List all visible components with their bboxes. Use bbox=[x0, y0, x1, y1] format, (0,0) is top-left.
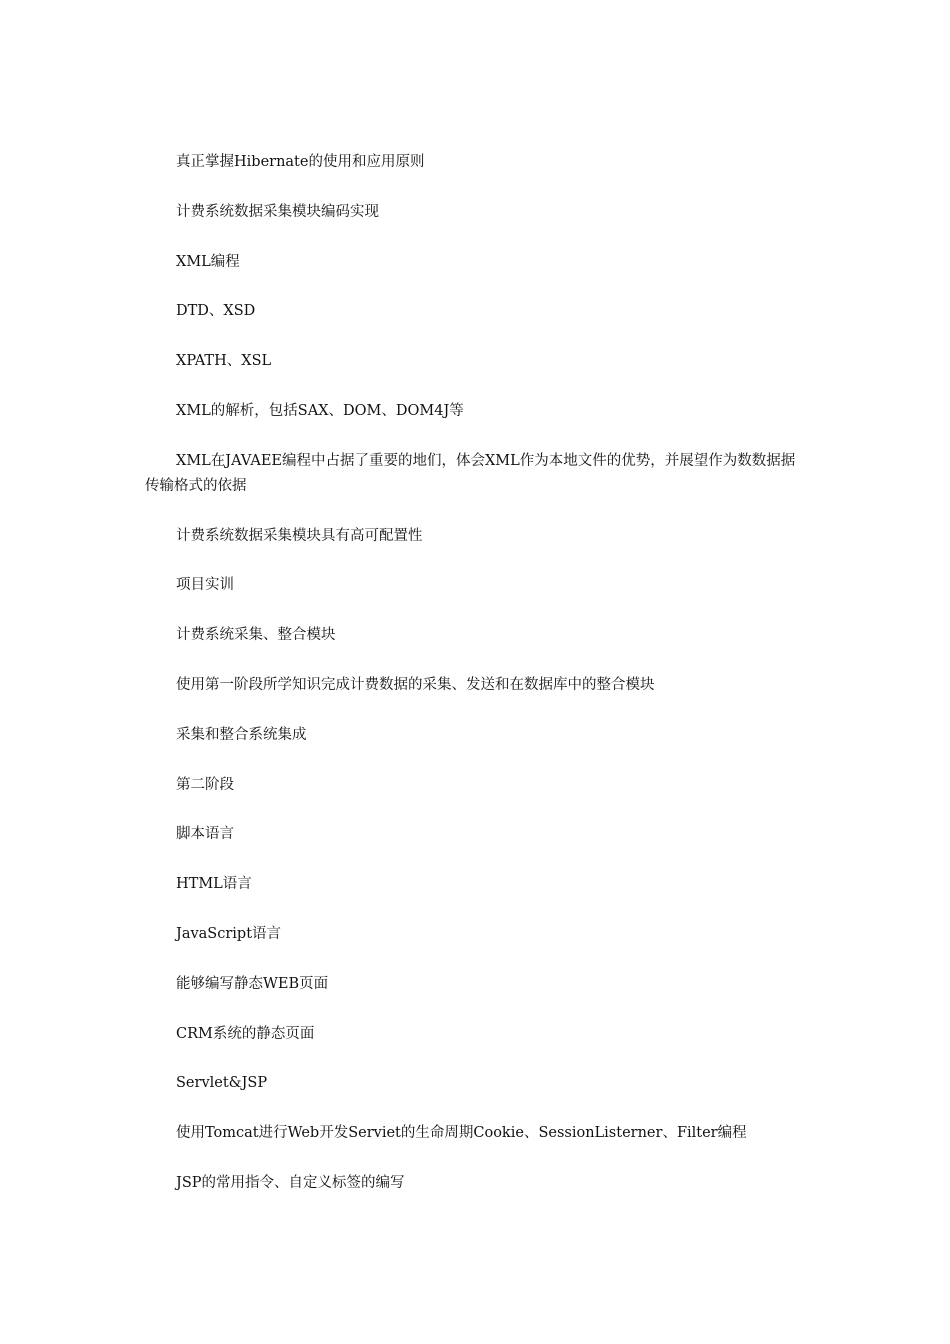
paragraph: 脚本语言 bbox=[176, 826, 234, 843]
paragraph: DTD、XSD bbox=[176, 303, 256, 320]
paragraph: 计费系统数据采集模块编码实现 bbox=[176, 203, 379, 220]
paragraph: 真正掌握Hibernate的使用和应用原则 bbox=[176, 154, 425, 170]
document-body bbox=[145, 150, 805, 1221]
paragraph: 项目实训 bbox=[176, 577, 234, 594]
paragraph: XML编程 bbox=[176, 253, 240, 270]
paragraph: XML的解析，包括SAX、DOM、DOM4J等 bbox=[176, 402, 464, 419]
paragraph: 第二阶段 bbox=[176, 776, 234, 793]
paragraph: XML在JAVAEE编程中占据了重要的地们，体会XML作为本地文件的优势，并展望作为数数据据传输格式的依据 bbox=[145, 452, 796, 494]
paragraph: 使用第一阶段所学知识完成计费数据的采集、发送和在数据库中的整合模块 bbox=[176, 676, 655, 693]
paragraph: JavaScript语言 bbox=[176, 925, 282, 942]
paragraph: XPATH、XSL bbox=[176, 353, 272, 370]
paragraph: JSP的常用指令、自定义标签的编写 bbox=[176, 1174, 405, 1191]
paragraph: 能够编写静态WEB页面 bbox=[176, 975, 329, 992]
paragraph: HTML语言 bbox=[176, 876, 252, 893]
paragraph: 使用Tomcat进行Web开发Serviet的生命周期Cookie、SessionListerner、Filter编程 bbox=[176, 1125, 747, 1142]
paragraph: 计费系统数据采集模块具有高可配置性 bbox=[176, 527, 423, 544]
paragraph: Servlet&JSP bbox=[176, 1075, 268, 1092]
paragraph: 采集和整合系统集成 bbox=[176, 726, 307, 743]
paragraph: CRM系统的静态页面 bbox=[176, 1025, 315, 1042]
paragraph: 计费系统采集、整合模块 bbox=[176, 627, 336, 644]
